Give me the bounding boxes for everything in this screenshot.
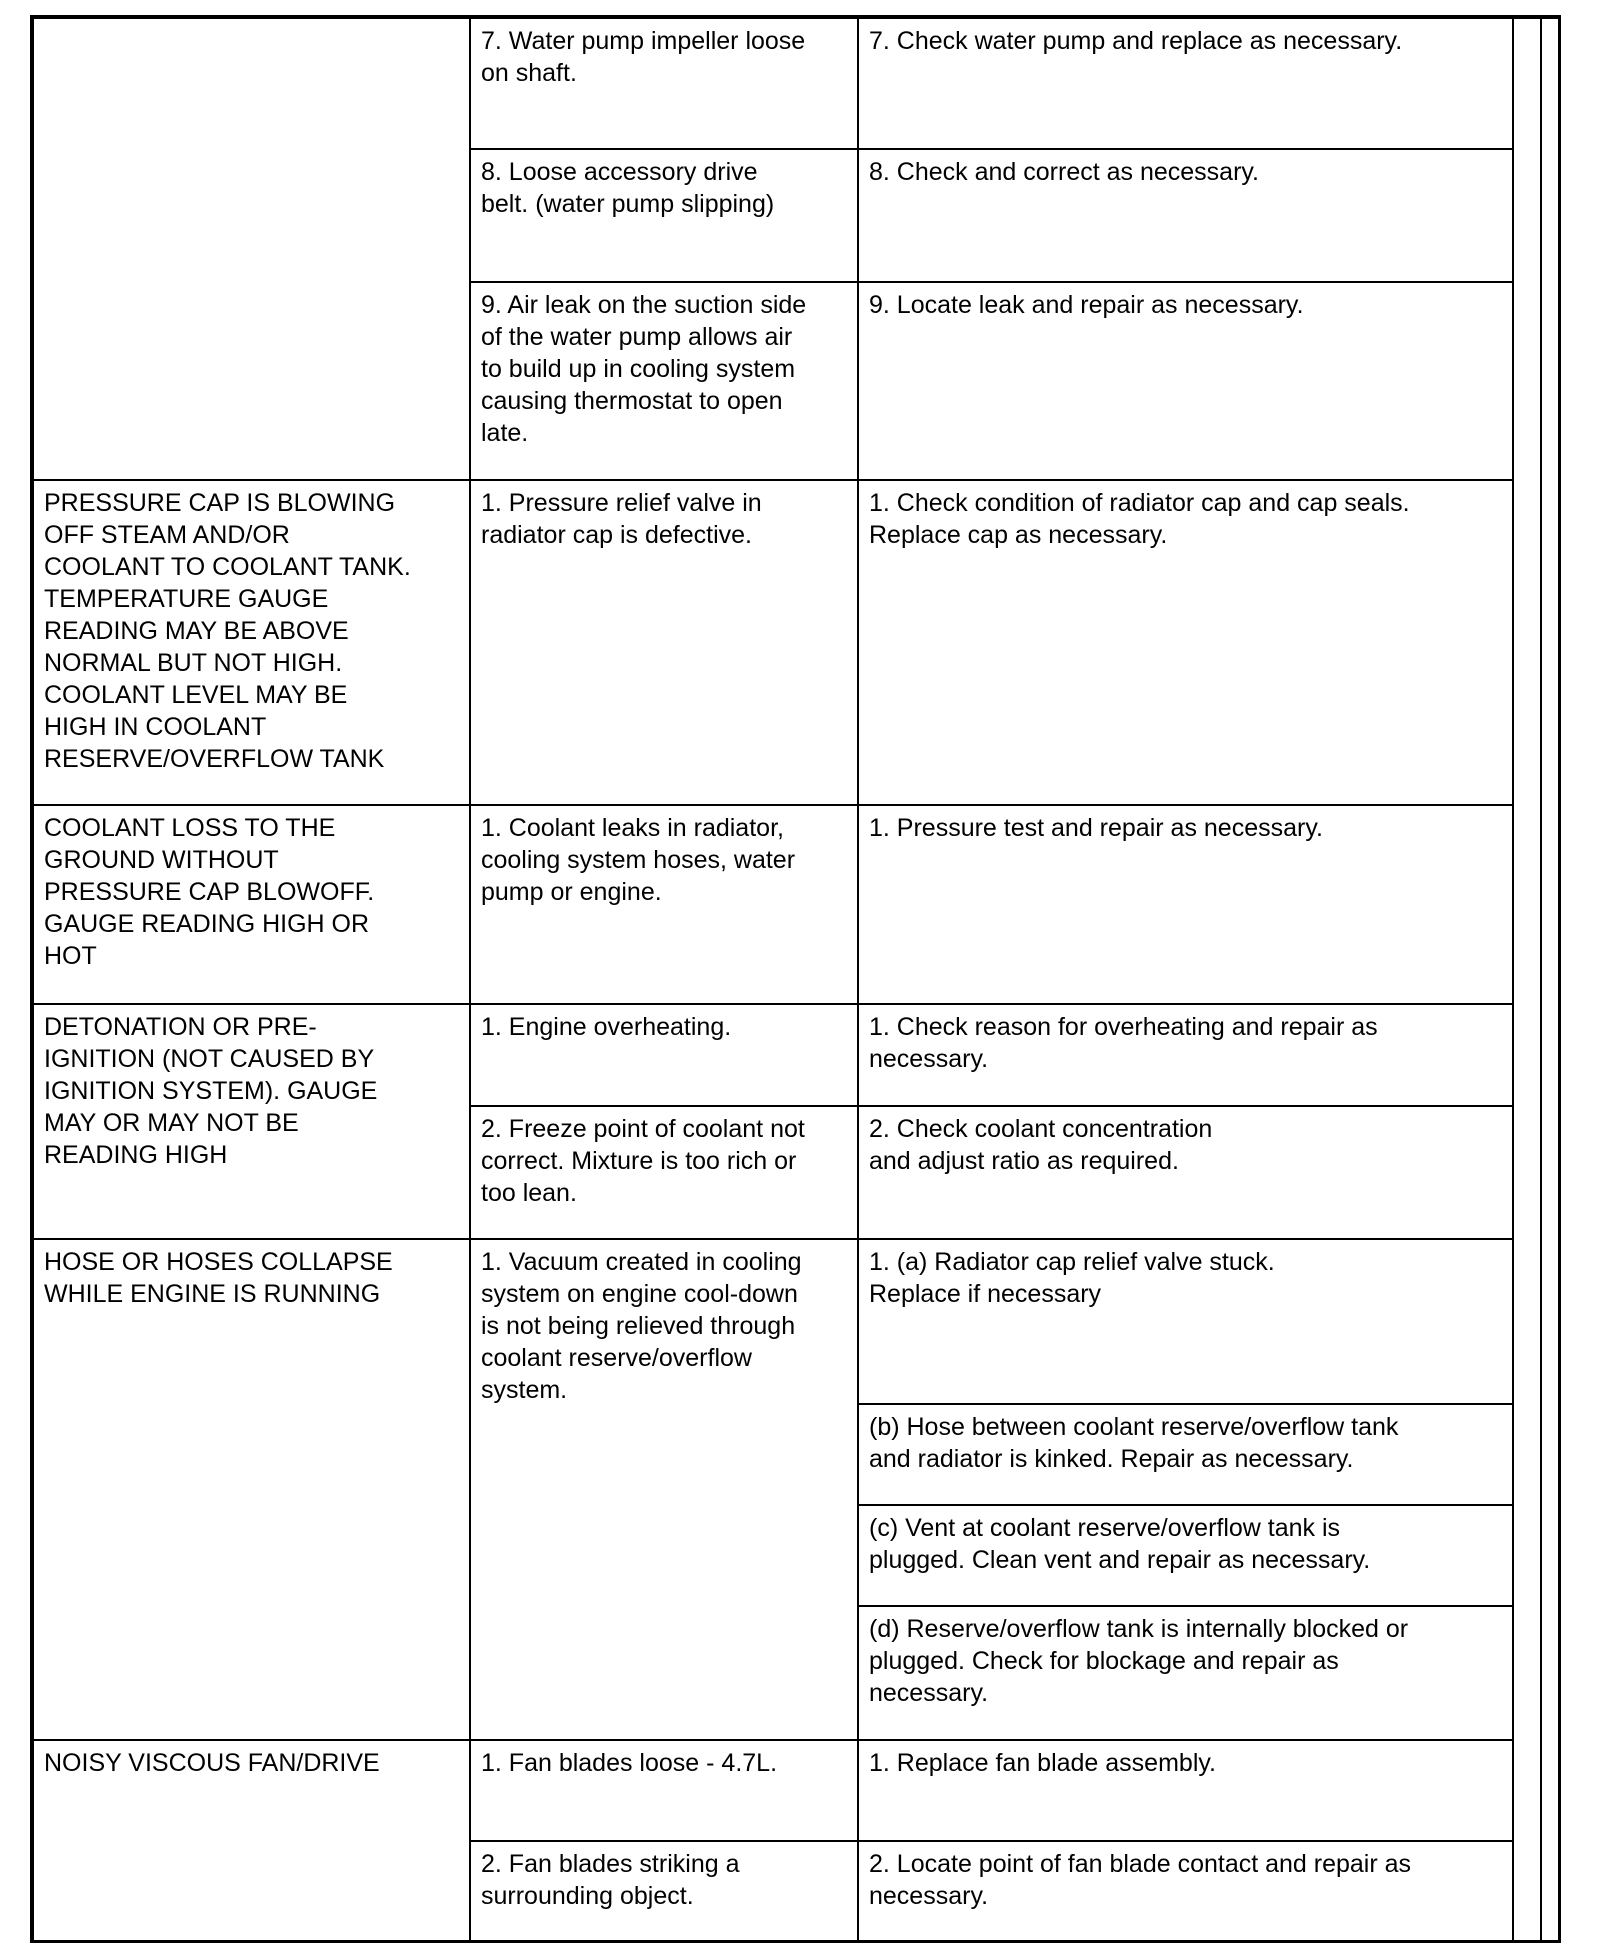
cause-cell: 2. Fan blades striking a surrounding object. <box>469 1840 859 1942</box>
correction-cell: 9. Locate leak and repair as necessary. <box>857 281 1514 481</box>
narrow-column <box>1512 17 1542 1942</box>
cause-cell: 2. Freeze point of coolant not correct. Mixture is too rich or too lean. <box>469 1105 859 1240</box>
condition-cell: DETONATION OR PRE- IGNITION (NOT CAUSED BY IGNITION SYSTEM). GAUGE MAY OR MAY NOT BE READING HIGH <box>32 1003 471 1240</box>
cause-cell: 9. Air leak on the suction side of the water pump allows air to build up in cooling system causing thermostat to open late. <box>469 281 859 481</box>
correction-cell: 1. Check reason for overheating and repair as necessary. <box>857 1003 1514 1107</box>
correction-cell: 1. Pressure test and repair as necessary. <box>857 804 1514 1005</box>
condition-cell <box>32 17 471 481</box>
correction-cell: (c) Vent at coolant reserve/overflow tank is plugged. Clean vent and repair as necessary. <box>857 1504 1514 1607</box>
cause-cell: 1. Pressure relief valve in radiator cap is defective. <box>469 479 859 806</box>
cause-cell: 7. Water pump impeller loose on shaft. <box>469 17 859 150</box>
cause-cell: 8. Loose accessory drive belt. (water pump slipping) <box>469 148 859 283</box>
correction-cell: 1. Replace fan blade assembly. <box>857 1739 1514 1842</box>
correction-cell: 2. Locate point of fan blade contact and repair as necessary. <box>857 1840 1514 1942</box>
correction-cell: 1. Check condition of radiator cap and cap seals. Replace cap as necessary. <box>857 479 1514 806</box>
correction-cell: (d) Reserve/overflow tank is internally blocked or plugged. Check for blockage and repair as necessary. <box>857 1605 1514 1741</box>
condition-cell: NOISY VISCOUS FAN/DRIVE <box>32 1739 471 1942</box>
correction-cell: 1. (a) Radiator cap relief valve stuck. Replace if necessary <box>857 1238 1514 1405</box>
cause-cell: 1. Fan blades loose - 4.7L. <box>469 1739 859 1842</box>
narrow-column <box>1540 17 1561 1942</box>
condition-cell: HOSE OR HOSES COLLAPSE WHILE ENGINE IS RUNNING <box>32 1238 471 1741</box>
correction-cell: (b) Hose between coolant reserve/overflow tank and radiator is kinked. Repair as necessary. <box>857 1403 1514 1506</box>
cause-cell: 1. Vacuum created in cooling system on engine cool-down is not being relieved through coolant reserve/overflow system. <box>469 1238 859 1741</box>
cause-cell: 1. Coolant leaks in radiator, cooling system hoses, water pump or engine. <box>469 804 859 1005</box>
correction-cell: 8. Check and correct as necessary. <box>857 148 1514 283</box>
condition-cell: COOLANT LOSS TO THE GROUND WITHOUT PRESSURE CAP BLOWOFF. GAUGE READING HIGH OR HOT <box>32 804 471 1005</box>
correction-cell: 2. Check coolant concentration and adjust ratio as required. <box>857 1105 1514 1240</box>
cause-cell: 1. Engine overheating. <box>469 1003 859 1107</box>
correction-cell: 7. Check water pump and replace as necessary. <box>857 17 1514 150</box>
condition-cell: PRESSURE CAP IS BLOWING OFF STEAM AND/OR COOLANT TO COOLANT TANK. TEMPERATURE GAUGE READING MAY BE ABOVE NORMAL BUT NOT HIGH. COOLANT LEVEL MAY BE HIGH IN COOLANT RESERVE/OVERFLOW TANK <box>32 479 471 806</box>
